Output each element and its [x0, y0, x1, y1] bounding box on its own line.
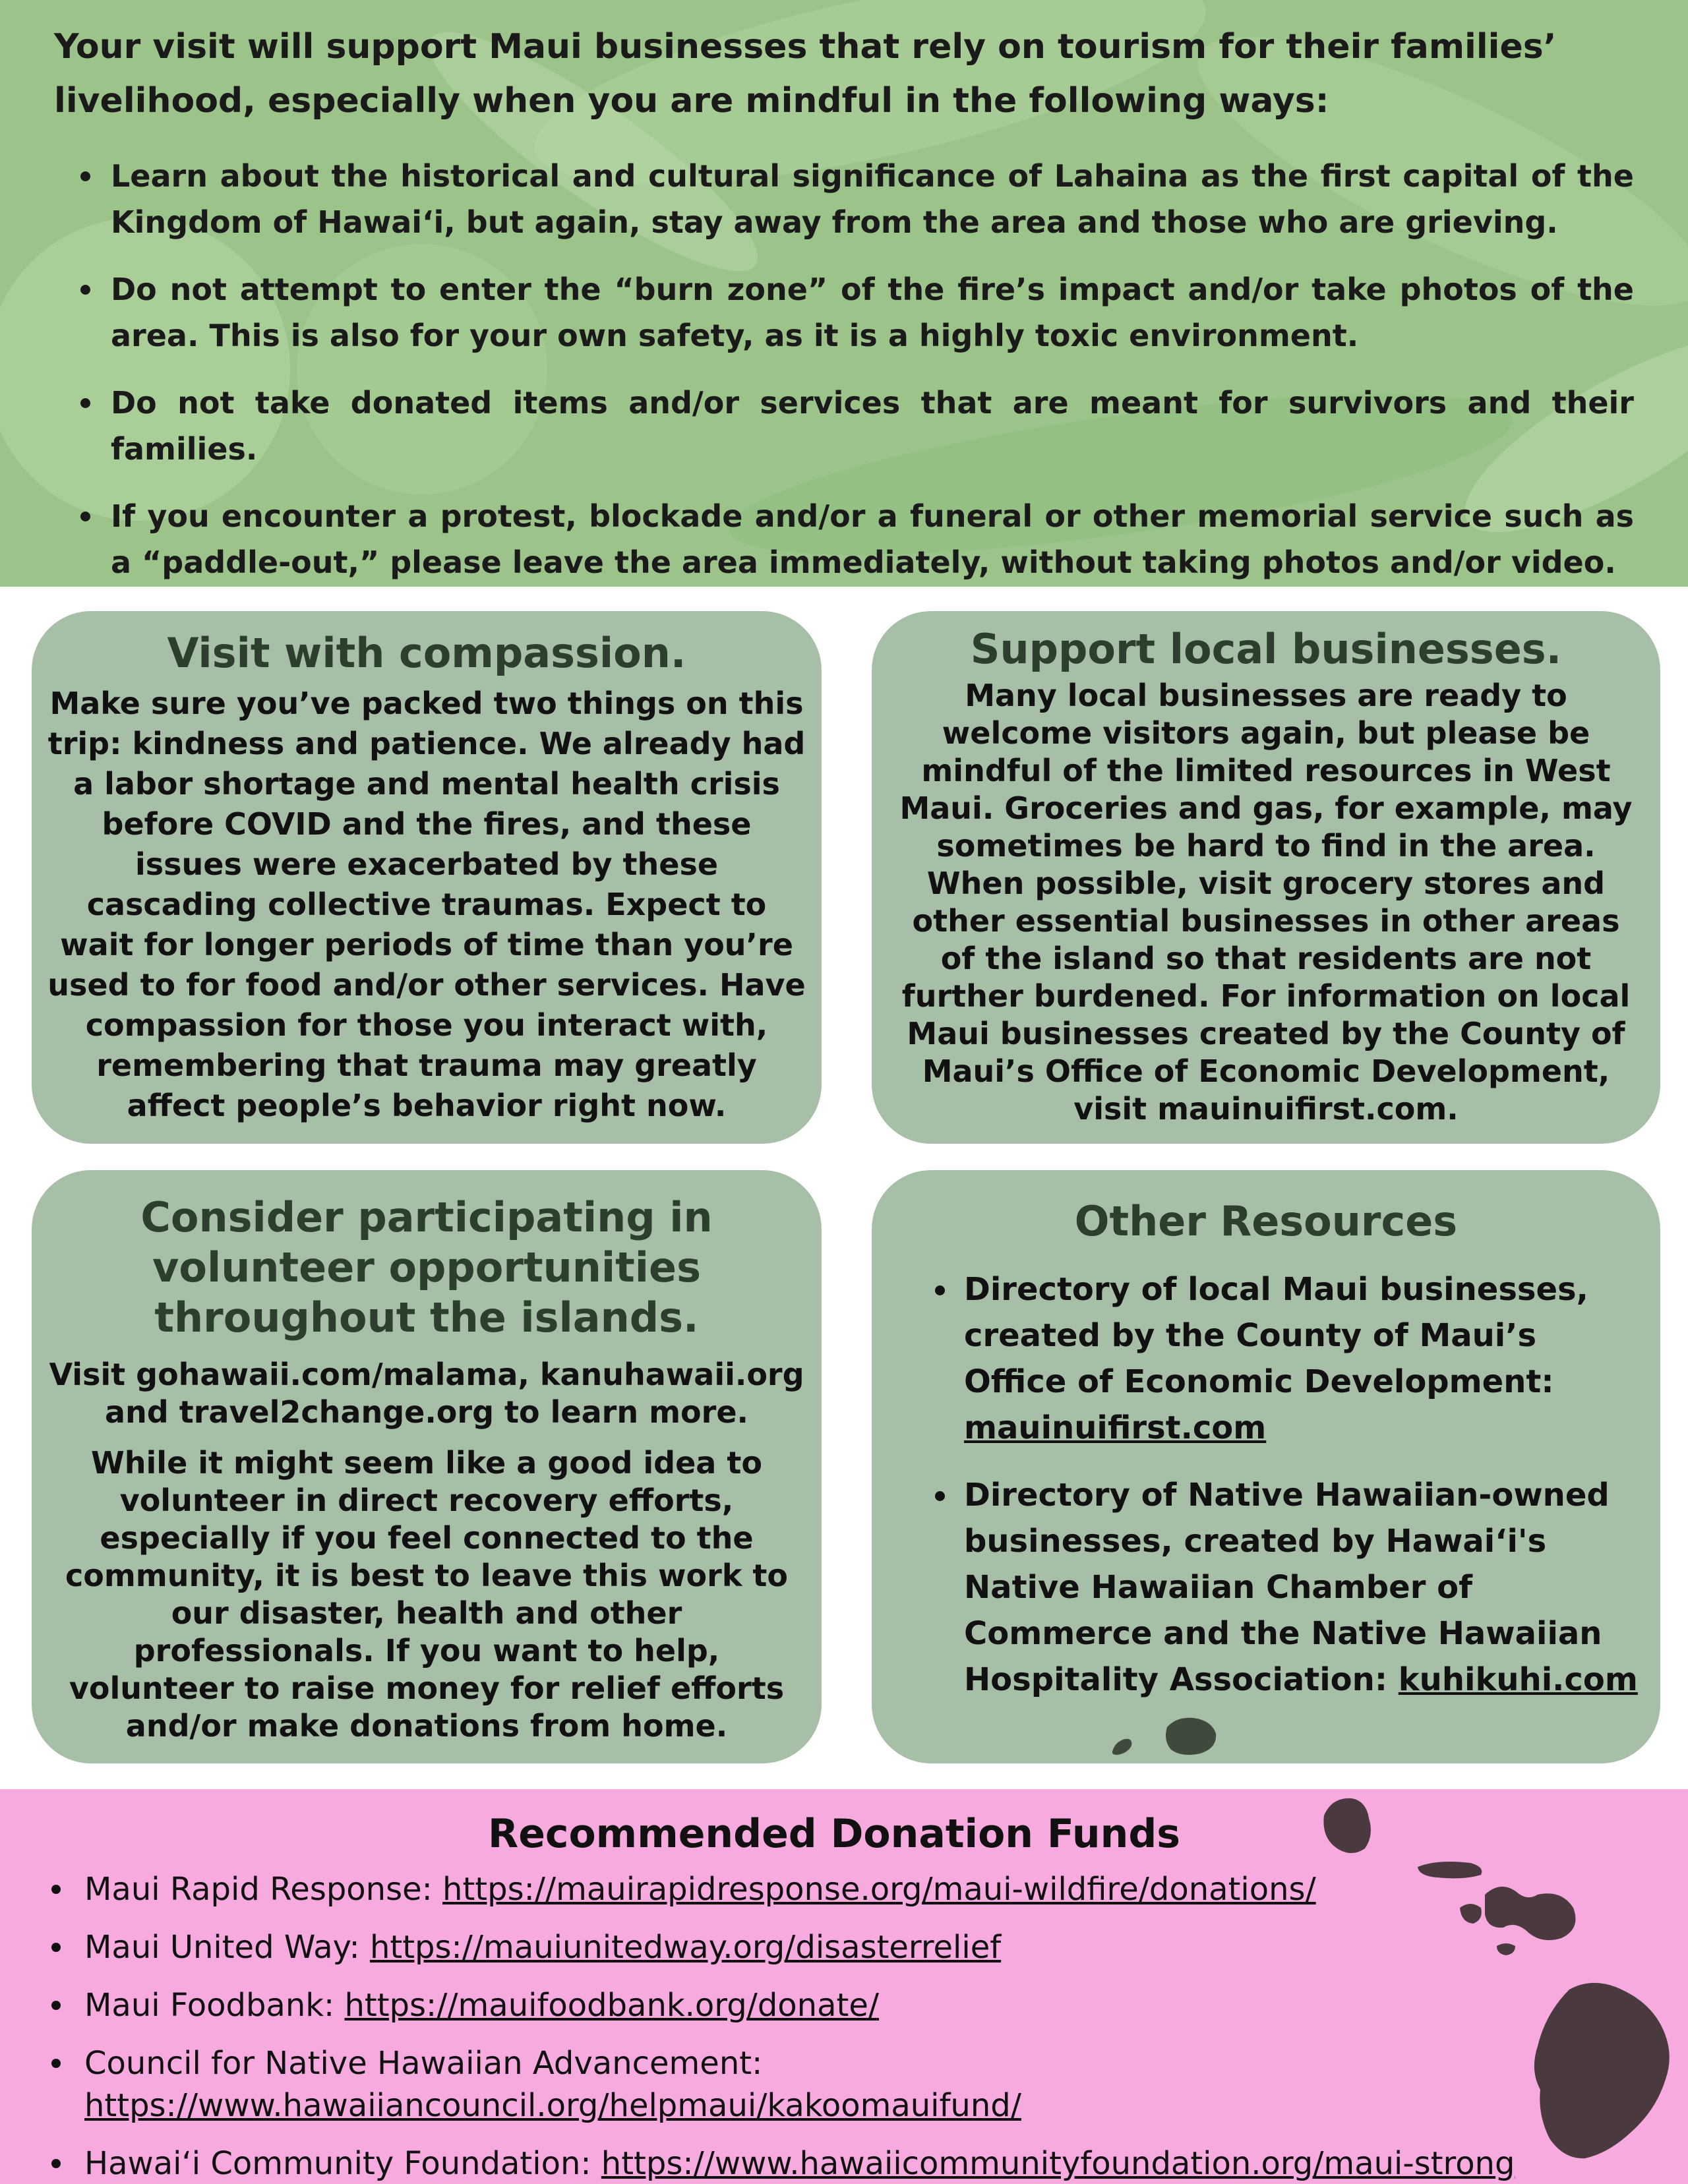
mauinuifirst-link[interactable]: mauinuifirst.com	[964, 1409, 1267, 1446]
local-business-title: Support local businesses.	[970, 625, 1562, 673]
fund-link[interactable]: https://mauirapidresponse.org/maui-wildfire/donations/	[442, 1871, 1316, 1908]
resource-description: Directory of local Maui businesses, created by the County of Maui’s Office of Economic Development:	[964, 1271, 1588, 1400]
list-item: Do not take donated items and/or services that are meant for survivors and their families.	[54, 380, 1634, 472]
fund-link[interactable]: https://www.hawaiicommunityfoundation.org/maui-strong	[601, 2145, 1515, 2182]
fund-name: Maui United Way:	[84, 1929, 370, 1966]
volunteer-links-text: Visit gohawaii.com/malama, kanuhawaii.org and travel2change.org to learn more.	[49, 1357, 804, 1430]
resource-description: Directory of Native Hawaiian-owned businesses, created by Hawaiʻi's Native Hawaiian Chamber of Commerce and the Native Hawaiian Hospitality Association:	[964, 1477, 1610, 1698]
list-item	[891, 1472, 1641, 1703]
donation-funds-section	[0, 1789, 1688, 2184]
other-resources-card	[872, 1170, 1660, 1763]
volunteer-title: Consider participating in volunteer opportunities throughout the islands.	[140, 1193, 713, 1342]
local-business-card	[872, 611, 1660, 1144]
list-item: If you encounter a protest, blockade and/or a funeral or other memorial service such as a “paddle-out,” please leave the area immediately, without taking photos and/or video.	[54, 493, 1634, 585]
fund-name: Council for Native Hawaiian Advancement:	[84, 2045, 763, 2082]
intro-heading: Your visit will support Maui businesses that rely on tourism for their families’ livelihood, especially when you are mindful in the following ways:	[54, 27, 1557, 121]
donation-funds-list	[47, 1868, 1564, 2184]
list-item	[47, 1984, 1564, 2026]
resources-list	[891, 1266, 1641, 1703]
fund-link[interactable]: https://mauifoodbank.org/donate/	[344, 1987, 880, 2024]
list-item	[47, 2042, 1564, 2127]
list-item	[47, 2142, 1564, 2184]
compassion-title: Visit with compassion.	[167, 629, 686, 677]
intro-banner	[0, 0, 1688, 587]
mindful-ways-list	[54, 153, 1634, 585]
kuhikuhi-link[interactable]: kuhikuhi.com	[1398, 1661, 1638, 1698]
list-item	[891, 1266, 1641, 1451]
fund-link[interactable]: https://mauiunitedway.org/disasterrelief	[369, 1929, 1002, 1966]
volunteer-body: While it might seem like a good idea to volunteer in direct recovery efforts, especially if you feel connected to the community, it is best to leave this work to our disaster, health and other professionals. If you want to help, volunteer to raise money for relief efforts and/or make donations from home.	[65, 1445, 789, 1744]
other-resources-title: Other Resources	[1074, 1197, 1458, 1245]
fund-name: Maui Rapid Response:	[84, 1871, 443, 1908]
fund-name: Hawaiʻi Community Foundation:	[84, 2145, 601, 2182]
list-item: Learn about the historical and cultural significance of Lahaina as the first capital of the Kingdom of Hawaiʻi, but again, stay away from the area and those who are grieving.	[54, 153, 1634, 245]
list-item	[47, 1868, 1564, 1910]
local-business-body: Many local businesses are ready to welcome visitors again, but please be mindful of the limited resources in West Maui. Groceries and gas, for example, may sometimes be hard to find in the area. When possible, visit grocery stores and other essential businesses in other areas of the island so that residents are not further burdened. For information on local Maui businesses created by the County of Maui’s Office of Economic Development, visit mauinuifirst.com.	[899, 678, 1633, 1127]
volunteer-card	[32, 1170, 822, 1763]
donation-funds-title: Recommended Donation Funds	[488, 1811, 1180, 1857]
fund-name: Maui Foodbank:	[84, 1987, 345, 2024]
kauai-niihau-islands-icon	[1108, 1707, 1226, 1760]
compassion-body: Make sure you’ve packed two things on this trip: kindness and patience. We already had a labor shortage and mental health crisis before COVID and the fires, and these issues were exacerbated by these cascading collective traumas. Expect to wait for longer periods of time than you’re used to for food and/or other services. Have compassion for those you interact with, remembering that trauma may greatly affect people’s behavior right now.	[47, 686, 806, 1123]
list-item	[47, 1926, 1564, 1968]
list-item: Do not attempt to enter the “burn zone” of the fire’s impact and/or take photos of the area. This is also for your own safety, as it is a highly toxic environment.	[54, 266, 1634, 359]
fund-link[interactable]: https://www.hawaiiancouncil.org/helpmaui/kakoomauifund/	[84, 2087, 1021, 2124]
compassion-card	[32, 611, 822, 1144]
